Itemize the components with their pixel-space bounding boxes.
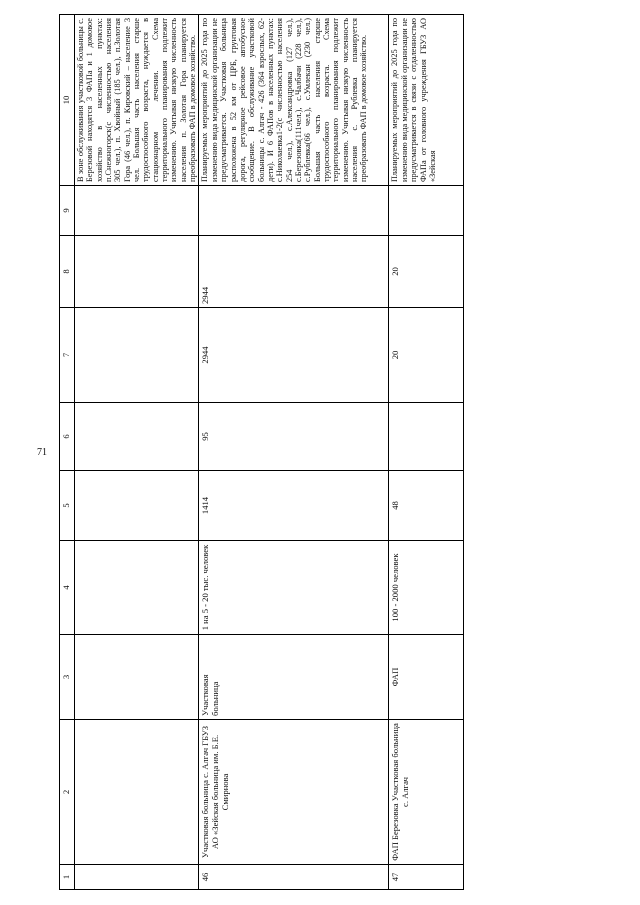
cell-col9 [199,186,389,236]
facility-table [59,14,464,890]
cell-number: 46 [199,865,389,890]
header-col-4: 4 [60,541,75,635]
cell-organization: ФАП Березовка Участковая больница с. Алгач [389,720,464,865]
header-row [60,15,75,890]
table-row [199,15,389,890]
cell-col7 [75,308,199,403]
cell-col5: 48 [389,471,464,541]
cell-note: Планируемых мероприятий до 2025 года по изменению вида медицинской организации не предусматривается в связи с отдаленностью ФАПа от головного учреждения ГБУЗ АО «Зейская [389,15,464,186]
cell-organization: Участковая больница с. Алгач ГБУЗ АО «Зейская больница им. Б.Е. Смирнова [199,720,389,865]
cell-col6: 95 [199,403,389,471]
header-col-10: 10 [60,15,75,186]
header-col-8: 8 [60,236,75,308]
cell-note: Планируемых мероприятий до 2025 года по изменению вида медицинской организации не предусматривается. Участковая больница расположена в 52 км от ЦРБ, грунтовая дорога, регулярное рейсовое автобусное сообщение. В обслуживание участковой больницы с. Алгач - 426 (364 взрослых, 62- дети). И 6 ФАПов в населенных пунктах: с.Николаевка1-2(с численностью населения 254 чел.), с.Александровка (127 чел.), с.Березовка(111чел.), с.Чалбачи (228 чел.), с.Рублевка(66 чел.), с.Умлекан (230 чел.) Большая часть населения старше трудоспособного возраста. Схема территориального планирования подлежит изменению. Учитывая низкую численность населения с. Рублевка планируется преобразовать ФАП в домовое хозяйство. [199,15,389,186]
cell-col5 [75,471,199,541]
cell-number [75,865,199,890]
cell-col8: 20 [389,236,464,308]
header-col-2: 2 [60,720,75,865]
cell-type: Участковая больница [199,635,389,720]
cell-type: ФАП [389,635,464,720]
header-col-7: 7 [60,308,75,403]
cell-norm: 100 - 2000 человек [389,541,464,635]
header-col-6: 6 [60,403,75,471]
cell-col6 [389,403,464,471]
cell-col5: 1414 [199,471,389,541]
cell-col7: 2944 [199,308,389,403]
cell-organization [75,720,199,865]
header-col-1: 1 [60,865,75,890]
cell-col9 [389,186,464,236]
cell-norm: 1 на 5 - 20 тыс. человек [199,541,389,635]
cell-number: 47 [389,865,464,890]
cell-type [75,635,199,720]
cell-col9 [75,186,199,236]
table-row [75,15,199,890]
page-number: 71 [37,447,47,458]
rotated-table-container [59,15,579,890]
cell-col8 [75,236,199,308]
cell-col7: 20 [389,308,464,403]
cell-col6 [75,403,199,471]
table-row [389,15,464,890]
cell-col8: 2944 [199,236,389,308]
cell-norm [75,541,199,635]
cell-note: В зоне обслуживания участковой больницы с. Березовой находятся 3 ФАПа и 1 домовое хозяйство в населенных пунктах: п.Снежногорск(с численностью населения 305 чел.), п. Хвойный (185 чел.), п.Золотая Гора (46 чел.), п. Кировский – население 3 чел. Большая часть населения старше трудоспособного возраста, нуждается в стационарном лечении. Схема территориального планирования подлежит изменению. Учитывая низкую численность населения п. Золотая Гора планируется преобразовать ФАП в домовое хозяйство. [75,15,199,186]
header-col-9: 9 [60,186,75,236]
header-col-5: 5 [60,471,75,541]
header-col-3: 3 [60,635,75,720]
